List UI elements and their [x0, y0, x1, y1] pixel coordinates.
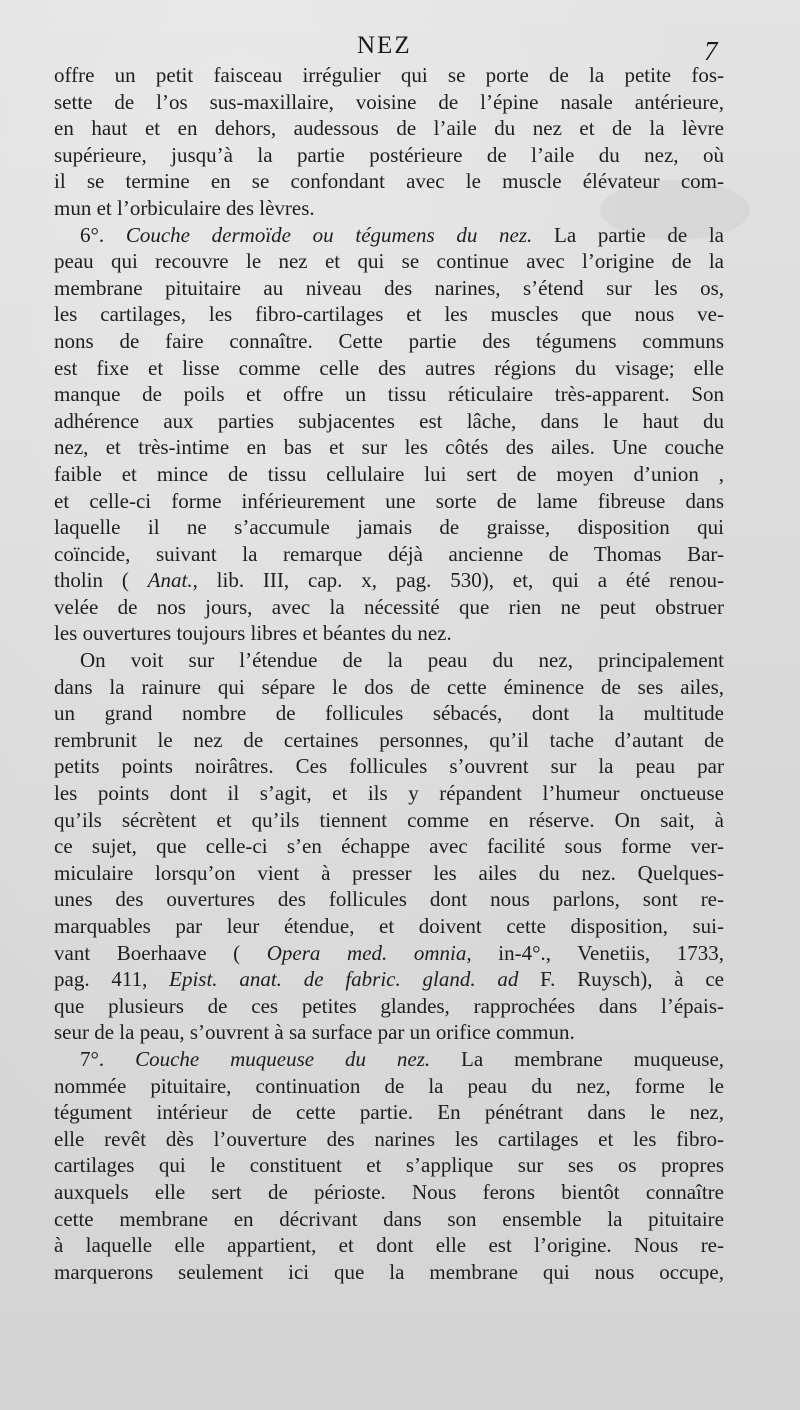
- text-segment: 6°.: [80, 222, 126, 247]
- italic-title: Opera med. omnia,: [266, 940, 472, 965]
- text-line: adhérence aux parties subjacentes est lâche, dans le haut du: [54, 408, 724, 433]
- text-line: membrane pituitaire au niveau des narines, s’étend sur les os,: [54, 275, 724, 300]
- running-title: NEZ: [357, 32, 412, 59]
- text-line: offre un petit faisceau irrégulier qui se porte de la petite fos-: [54, 63, 724, 87]
- text-line: unes des ouvertures des follicules dont nous parlons, sont re-: [54, 887, 724, 912]
- text-line: qu’ils sécrètent et qu’ils tiennent comme en réserve. On sait, à: [54, 807, 724, 832]
- text-line: cette membrane en décrivant dans son ensemble la pituitaire: [54, 1206, 724, 1231]
- text-line: il se termine en se confondant avec le muscle élévateur com-: [54, 169, 724, 194]
- text-line: [54, 940, 724, 967]
- text-line: les ouvertures toujours libres et béantes du nez.: [54, 621, 452, 646]
- text-line: est fixe et lisse comme celle des autres régions du visage; elle: [54, 355, 724, 380]
- text-segment: tholin (: [54, 568, 148, 593]
- italic-title: Anat.: [147, 568, 193, 593]
- text-line: auxquels elle sert de périoste. Nous ferons bientôt connaître: [54, 1179, 724, 1204]
- text-line: velée de nos jours, avec la nécessité que rien ne peut obstruer: [54, 594, 724, 619]
- text-line: et celle-ci forme inférieurement une sorte de lame fibreuse dans: [54, 488, 724, 513]
- text-segment: La membrane muqueuse,: [430, 1046, 725, 1071]
- italic-title: Epist. anat. de fabric. gland. ad: [169, 967, 519, 992]
- text-line: sette de l’os sus-maxillaire, voisine de l’épine nasale antérieure,: [54, 89, 724, 114]
- text-line: en haut et en dehors, audessous de l’aile du nez et de la lèvre: [54, 116, 724, 141]
- text-line: que plusieurs de ces petites glandes, rapprochées dans l’épais-: [54, 993, 724, 1018]
- text-segment: F. Ruysch), à ce: [518, 967, 724, 992]
- text-line: laquelle il ne s’accumule jamais de graisse, disposition qui: [54, 515, 724, 540]
- text-line: les points dont il s’agit, et ils y répandent l’humeur onctueuse: [54, 781, 724, 806]
- text-line: nez, et très-intime en bas et sur les côtés des ailes. Une couche: [54, 435, 724, 460]
- text-line: les cartilages, les fibro-cartilages et les muscles que nous ve-: [54, 302, 724, 327]
- italic-title: Couche dermoïde ou tégumens du nez.: [125, 222, 533, 247]
- text-line: marquerons seulement ici que la membrane qui nous occupe,: [54, 1259, 724, 1284]
- text-line: coïncide, suivant la remarque déjà ancienne de Thomas Bar-: [54, 541, 724, 566]
- text-segment: La partie de la: [532, 222, 724, 247]
- text-line: manque de poils et offre un tissu réticulaire très-apparent. Son: [54, 382, 724, 407]
- text-line: elle revêt dès l’ouverture des narines les cartilages et les fibro-: [54, 1126, 724, 1151]
- text-line: supérieure, jusqu’à la partie postérieure de l’aile du nez, où: [54, 142, 724, 167]
- text-line: On voit sur l’étendue de la peau du nez, principalement: [80, 648, 724, 673]
- text-line: [54, 567, 724, 594]
- text-line: dans la rainure qui sépare le dos de cette éminence de ses ailes,: [54, 674, 724, 699]
- text-line: tégument intérieur de cette partie. En pénétrant dans le nez,: [54, 1100, 724, 1125]
- text-line: mun et l’orbiculaire des lèvres.: [54, 195, 315, 220]
- text-line: faible et mince de tissu cellulaire lui sert de moyen d’union ,: [54, 461, 724, 486]
- text-segment: in-4°., Venetiis, 1733,: [471, 940, 724, 965]
- text-segment: , lib. III, cap. x, pag. 530), et, qui a été renou-: [192, 568, 724, 593]
- text-line: nommée pituitaire, continuation de la peau du nez, forme le: [54, 1073, 724, 1098]
- text-line: un grand nombre de follicules sébacés, dont la multitude: [54, 701, 724, 726]
- text-segment: 7°.: [80, 1046, 136, 1071]
- text-line: miculaire lorsqu’on vient à presser les ailes du nez. Quelques-: [54, 860, 724, 885]
- text-segment: pag. 411,: [54, 967, 170, 992]
- text-line: rembrunit le nez de certaines personnes, qu’il tache d’autant de: [54, 727, 724, 752]
- text-line: [54, 222, 724, 249]
- body-text: [54, 62, 724, 1285]
- running-head: [0, 30, 800, 64]
- text-line: seur de la peau, s’ouvrent à sa surface par un orifice commun.: [54, 1020, 575, 1045]
- italic-title: Couche muqueuse du nez.: [135, 1046, 431, 1071]
- text-line: [54, 1046, 724, 1073]
- text-line: [54, 966, 724, 993]
- text-line: petits points noirâtres. Ces follicules s’ouvrent sur la peau par: [54, 754, 724, 779]
- text-line: ce sujet, que celle-ci s’en échappe avec facilité sous forme ver-: [54, 834, 724, 859]
- text-line: nons de faire connaître. Cette partie des tégumens communs: [54, 328, 724, 353]
- page-number: 7: [704, 36, 718, 66]
- text-segment: vant Boerhaave (: [54, 940, 267, 965]
- text-line: cartilages qui le constituent et s’applique sur ses os propres: [54, 1153, 724, 1178]
- text-line: marquables par leur étendue, et doivent cette disposition, sui-: [54, 914, 724, 938]
- text-line: peau qui recouvre le nez et qui se continue avec l’origine de la: [54, 249, 724, 274]
- text-line: à laquelle elle appartient, et dont elle est l’origine. Nous re-: [54, 1233, 724, 1258]
